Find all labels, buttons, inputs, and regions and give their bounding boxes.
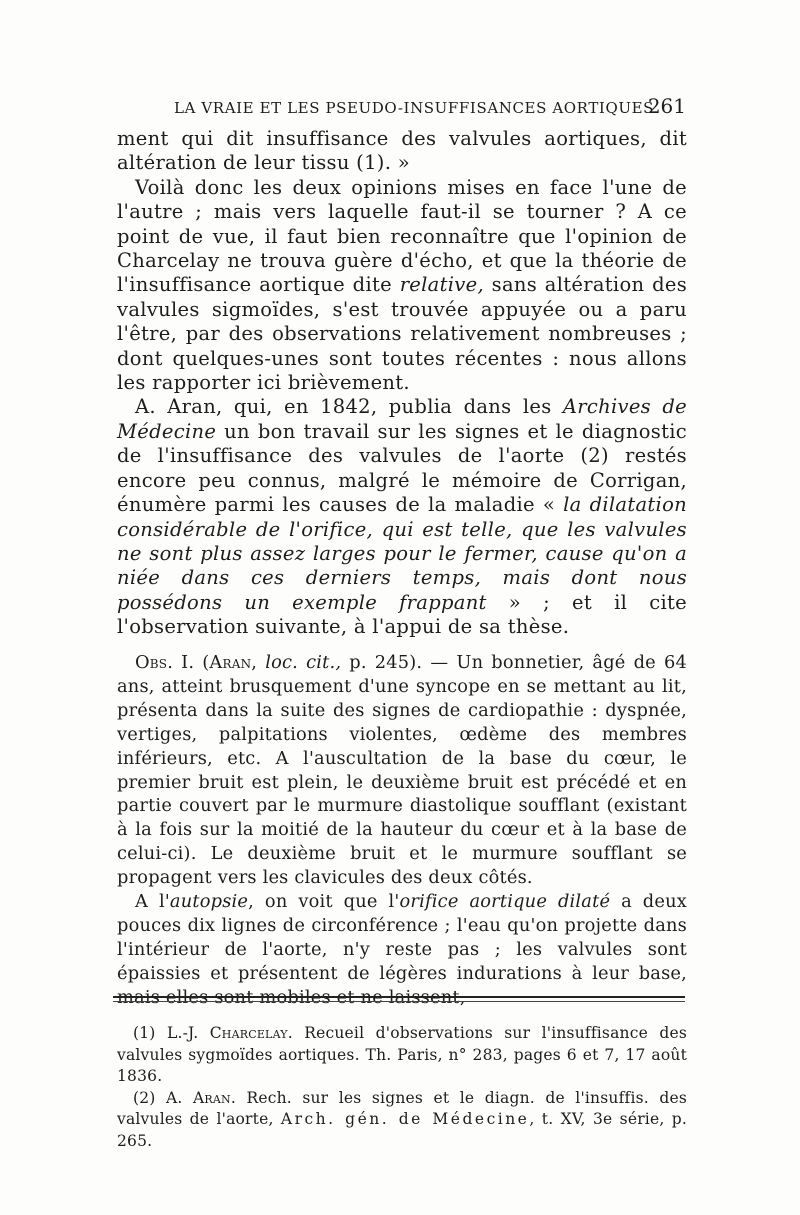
observation-block	[117, 651, 687, 1010]
footnote-2: (2) A. Aran. Rech. sur les signes et le diagn. de l'insuffis. des valvules de l'aorte, Arch. gén. de Médecine, t. XV, 3e série, p. 265.	[117, 1088, 687, 1150]
main-text	[117, 127, 687, 640]
page-number: 261	[647, 94, 686, 118]
observation-paragraph-1: Obs. I. (Aran, loc. cit., p. 245). — Un bonnetier, âgé de 64 ans, atteint brusquement d'une syncope en se mettant au lit, présenta dans la suite des signes de cardiopathie : dyspnée, vertiges, palpitations violentes, œdème des membres inférieurs, etc. A l'auscultation de la base du cœur, le premier bruit est plein, le deuxième bruit est précédé et en partie couvert par le murmure diastolique soufflant (existant à la fois sur la moitié de la hauteur du cœur et à la base de celui-ci). Le deuxième bruit et le murmure soufflant se propagent vers les clavicules des deux côtés.	[117, 652, 687, 889]
paragraph-3: A. Aran, qui, en 1842, publia dans les Archives de Médecine un bon travail sur les signes et le diagnostic de l'insuffisance des valvules de l'aorte (2) restés encore peu connus, malgré le mémoire de Corrigan, énumère parmi les causes de la maladie « la dilatation considérable de l'orifice, qui est telle, que les valvules ne sont plus assez larges pour le fermer, cause qu'on a niée dans ces derniers temps, mais dont nous possédons un exemple frappant » ; et il cite l'observation suivante, à l'appui de sa thèse.	[117, 395, 687, 639]
observation-paragraph-2: A l'autopsie, on voit que l'orifice aortique dilaté a deux pouces dix lignes de circonférence ; l'eau qu'on projette dans l'intérieur de l'aorte, n'y reste pas ; les valvules sont épaissies et présentent de légères indurations à leur base, mais elles sont mobiles et ne laissent,	[117, 891, 687, 1008]
footnotes	[117, 1023, 687, 1152]
paragraph-1: ment qui dit insuffisance des valvules aortiques, dit altération de leur tissu (1). »	[117, 127, 687, 175]
page-header	[118, 96, 686, 126]
paragraph-2: Voilà donc les deux opinions mises en face l'une de l'autre ; mais vers laquelle faut-il se tourner ? A ce point de vue, il faut bien reconnaître que l'opinion de Charcelay ne trouva guère d'écho, et que la théorie de l'insuffisance aortique dite relative, sans altération des valvules sigmoïdes, s'est trouvée appuyée ou a paru l'être, par des observations relativement nombreuses ; dont quelques-unes sont toutes récentes : nous allons les rapporter ici brièvement.	[117, 175, 687, 395]
observation-label: Obs. I.	[135, 652, 195, 673]
running-head: LA VRAIE ET LES PSEUDO-INSUFFISANCES AORTIQUES	[174, 99, 655, 117]
observation-author: Aran,	[209, 652, 258, 673]
footnote-rule	[113, 996, 685, 1002]
footnote-1: (1) L.-J. Charcelay. Recueil d'observations sur l'insuffisance des valvules sygmoïdes aortiques. Th. Paris, n° 283, pages 6 et 7, 17 août 1836.	[117, 1024, 687, 1085]
